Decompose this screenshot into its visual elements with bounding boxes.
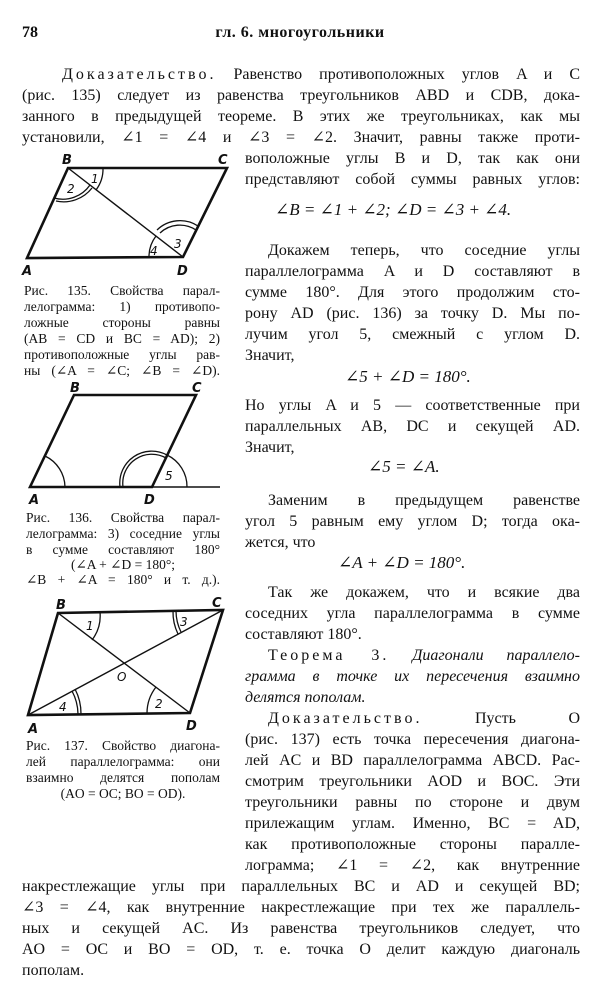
- figure-135-parallelogram: [27, 168, 227, 258]
- vertex-label-c: C: [212, 596, 222, 611]
- angle-label-4: 4: [150, 244, 158, 258]
- figure-137-caption-line: взаимно делятся пополам: [26, 770, 220, 785]
- figure-136-labels: [28, 381, 202, 508]
- text-line: лучим угол 5, смежный с углом D.: [245, 326, 580, 343]
- text-line: воположные углы B и D, так как они: [245, 150, 580, 167]
- figure-136-caption-line: Рис. 136. Свойства парал-: [26, 510, 220, 525]
- text-line: (рис. 137) есть точка пересечения диагона-: [245, 731, 580, 748]
- text-line: Но углы A и 5 — соответственные при: [245, 397, 580, 414]
- text-line: прилежащим углам. Именно, BC = AD,: [245, 815, 580, 832]
- formula-1: ∠B = ∠1 + ∠2; ∠D = ∠3 + ∠4.: [275, 200, 512, 219]
- text-line: лей AC и BD параллелограмма ABCD. Рас-: [245, 752, 580, 769]
- vertex-label-d: D: [186, 719, 197, 734]
- figure-137-parallelogram: [28, 610, 223, 715]
- text-line: (рис. 135) следует из равенства треугольников ABD и CDB, дока-: [22, 87, 580, 104]
- vertex-label-b: B: [56, 598, 66, 613]
- figure-135-caption-line: (AB = CD и BC = AD); 2): [24, 331, 220, 346]
- vertex-label-d: D: [177, 264, 188, 279]
- angle-label-3: 3: [180, 615, 188, 629]
- vertex-label-o: O: [117, 670, 127, 684]
- figure-136-caption-line: (∠A + ∠D = 180°;: [71, 557, 175, 572]
- angle-label-3: 3: [174, 237, 182, 251]
- figure-135-caption-line: противоположные углы рав-: [24, 347, 220, 362]
- text-line: Докажем теперь, что соседние углы: [268, 242, 580, 259]
- text-line: смотрим треугольники AOD и BOC. Эти: [245, 773, 580, 790]
- figure-137-caption-line: Рис. 137. Свойство диагона-: [26, 738, 220, 753]
- figure-137-caption-line: лей параллелограмма: они: [26, 754, 220, 769]
- theorem-line: делятся пополам.: [245, 689, 366, 706]
- figure-136-caption-line: лелограмма: 3) соседние углы: [26, 526, 220, 541]
- text-line: параллелограмма A и D составляют в: [245, 263, 580, 280]
- figure-135-caption-line: Рис. 135. Свойства парал-: [24, 283, 220, 298]
- figure-137-caption-line: (AO = OC; BO = OD).: [60, 786, 186, 801]
- text-line: рону AD (рис. 136) за точку D. Мы по-: [245, 305, 580, 322]
- text-line: пополам.: [22, 962, 85, 979]
- vertex-label-c: C: [218, 153, 228, 168]
- text-line: сумме 180°. Для этого продолжим сто-: [245, 284, 580, 301]
- proof-line: Доказательство. Пусть O: [268, 710, 580, 727]
- text-line: угол 5 равным ему углом D; тогда ока-: [245, 513, 580, 530]
- formula-3: ∠5 = ∠A.: [368, 457, 440, 476]
- text-line: жется, что: [245, 534, 316, 551]
- formula-4: ∠A + ∠D = 180°.: [338, 553, 466, 572]
- angle-label-4: 4: [59, 700, 67, 714]
- vertex-label-b: B: [70, 381, 80, 396]
- text-line: накрестлежащие углы при параллельных BC и AD и секущей BD;: [22, 878, 581, 895]
- text-line: установили, ∠1 = ∠4 и ∠3 = ∠2. Значит, равны также проти-: [22, 129, 580, 146]
- text-line: Значит,: [245, 439, 295, 456]
- text-line: Значит,: [245, 347, 295, 364]
- angle-label-1: 1: [86, 619, 94, 633]
- theorem-label: Теорема 3.: [268, 647, 390, 664]
- text-line: AO = OC и BO = OD, т. е. точка O делит каждую диагональ: [22, 941, 580, 958]
- theorem-line: грамма в точке их пересечения взаимно: [245, 668, 580, 685]
- figure-136-parallelogram: [30, 395, 220, 487]
- text-line: ных и секущей AC. Из равенства треугольников следует, что: [22, 920, 580, 937]
- vertex-label-a: A: [29, 493, 40, 508]
- proof-line: Доказательство. Равенство противоположных углов A и C: [62, 66, 580, 83]
- vertex-label-c: C: [192, 381, 202, 396]
- figure-136-caption-line: в сумме составляют 180°: [26, 542, 220, 557]
- vertex-label-a: A: [28, 722, 39, 737]
- text-line: соседних угла параллелограмма в сумме: [245, 605, 580, 622]
- text-line: Заменим в предыдущем равенстве: [268, 492, 580, 509]
- angle-label-1: 1: [91, 172, 99, 186]
- text-line: Так же докажем, что и всякие два: [268, 584, 580, 601]
- text-line: как противоположные стороны паралле-: [245, 836, 580, 853]
- angle-label-5: 5: [165, 469, 173, 483]
- text-line: треугольники равны по стороне и двум: [245, 794, 580, 811]
- chapter-title: гл. 6. многоугольники: [215, 24, 385, 41]
- figure-135-caption-line: лелограмма: 1) противопо-: [24, 299, 220, 314]
- text-line: параллельных AB, DC и секущей AD.: [245, 418, 580, 435]
- vertex-label-a: A: [22, 264, 33, 279]
- figure-135-labels: [21, 153, 228, 279]
- text-line: ∠3 = ∠4, как внутренние накрестлежащие при тех же параллель-: [22, 899, 580, 916]
- text-line: занного в предыдущей теореме. В этих же треугольниках, как мы: [22, 108, 580, 125]
- text-line: представляют собой суммы равных углов:: [245, 171, 580, 188]
- theorem-line: Теорема 3. Диагонали параллело-: [268, 647, 580, 664]
- angle-label-2: 2: [155, 697, 163, 711]
- text-line: составляют 180°.: [245, 626, 362, 643]
- vertex-label-d: D: [144, 493, 155, 508]
- vertex-label-b: B: [62, 153, 72, 168]
- figure-135-caption-line: ложные стороны равны: [24, 315, 220, 330]
- formula-2: ∠5 + ∠D = 180°.: [345, 367, 471, 386]
- page-number: 78: [22, 24, 38, 41]
- text-line: лограмма; ∠1 = ∠2, как внутренние: [245, 857, 580, 874]
- figure-136-caption-line: ∠B + ∠A = 180° и т. д.).: [26, 572, 220, 587]
- angle-label-2: 2: [67, 182, 75, 196]
- figure-135-caption-line: ны (∠A = ∠C; ∠B = ∠D).: [24, 363, 220, 378]
